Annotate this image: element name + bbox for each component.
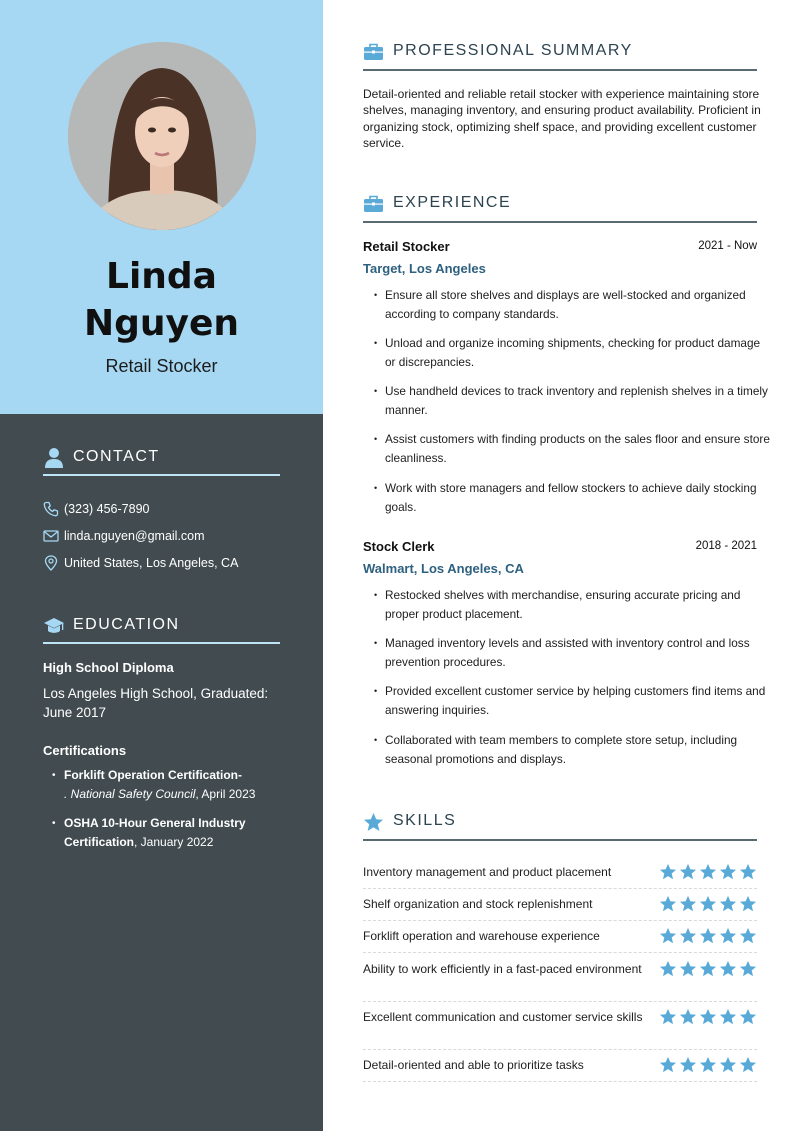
rating-star-icon bbox=[679, 1008, 697, 1026]
email-address: linda.nguyen@gmail.com bbox=[64, 529, 205, 543]
graduation-cap-icon bbox=[43, 615, 65, 637]
rating-star-icon bbox=[659, 1008, 677, 1026]
skill-row bbox=[363, 1009, 757, 1050]
candidate-name bbox=[0, 253, 323, 347]
job-company: Target, Los Angeles bbox=[363, 261, 486, 276]
rating-star-icon bbox=[719, 960, 737, 978]
job-title: Stock Clerk bbox=[363, 539, 435, 554]
skill-name: Shelf organization and stock replenishment bbox=[363, 897, 593, 911]
rating-star-icon bbox=[739, 927, 757, 945]
summary-heading bbox=[363, 42, 757, 71]
education-degree: High School Diploma bbox=[43, 660, 174, 675]
skill-name: Ability to work efficiently in a fast-paced environment bbox=[363, 962, 642, 976]
rating-star-icon bbox=[739, 895, 757, 913]
rating-star-icon bbox=[659, 1056, 677, 1074]
education-heading-label: EDUCATION bbox=[73, 616, 180, 633]
rating-star-icon bbox=[739, 863, 757, 881]
location-text: United States, Los Angeles, CA bbox=[64, 556, 239, 570]
portrait-illustration bbox=[68, 42, 256, 230]
job-bullet: • Assist customers with finding products on the sales floor and ensure store cleanliness. bbox=[385, 430, 773, 468]
job-title: Retail Stocker bbox=[363, 239, 450, 254]
job-bullet: • Collaborated with team members to complete store setup, including seasonal promotions and displays. bbox=[385, 731, 773, 769]
job-dates: 2018 - 2021 bbox=[695, 540, 757, 552]
briefcase-icon bbox=[363, 194, 384, 215]
phone-icon bbox=[43, 501, 59, 517]
certifications-heading: Certifications bbox=[43, 743, 127, 758]
certification-item bbox=[64, 766, 294, 804]
profile-header bbox=[0, 0, 323, 414]
profile-photo bbox=[68, 42, 256, 230]
skill-rating bbox=[659, 1008, 757, 1026]
skills-heading bbox=[363, 812, 757, 841]
skills-heading-label: SKILLS bbox=[393, 812, 457, 829]
candidate-last-name: Nguyen bbox=[83, 303, 240, 344]
certification-date: , April 2023 bbox=[195, 787, 256, 801]
skill-row bbox=[363, 1057, 757, 1082]
rating-star-icon bbox=[659, 863, 677, 881]
rating-star-icon bbox=[699, 1008, 717, 1026]
rating-star-icon bbox=[719, 1008, 737, 1026]
rating-star-icon bbox=[719, 927, 737, 945]
rating-star-icon bbox=[679, 927, 697, 945]
certification-name: OSHA 10-Hour General Industry Certification bbox=[64, 816, 246, 849]
rating-star-icon bbox=[739, 1008, 757, 1026]
rating-star-icon bbox=[739, 960, 757, 978]
education-heading bbox=[43, 614, 280, 644]
skill-row bbox=[363, 864, 757, 889]
rating-star-icon bbox=[719, 863, 737, 881]
rating-star-icon bbox=[679, 1056, 697, 1074]
job-bullet: • Restocked shelves with merchandise, ensuring accurate pricing and proper product placement. bbox=[385, 586, 773, 624]
rating-star-icon bbox=[659, 960, 677, 978]
contact-heading bbox=[43, 446, 280, 476]
certification-item bbox=[64, 814, 274, 852]
rating-star-icon bbox=[739, 1056, 757, 1074]
rating-star-icon bbox=[659, 927, 677, 945]
job-bullet: • Ensure all store shelves and displays are well-stocked and organized according to company standards. bbox=[385, 286, 773, 324]
sidebar bbox=[0, 0, 323, 1131]
experience-heading-label: EXPERIENCE bbox=[393, 194, 512, 211]
skill-row bbox=[363, 928, 757, 953]
summary-heading-label: PROFESSIONAL SUMMARY bbox=[393, 42, 633, 59]
job-bullet: • Provided excellent customer service by helping customers find items and answering inquiries. bbox=[385, 682, 773, 720]
phone-number: (323) 456-7890 bbox=[64, 502, 150, 516]
rating-star-icon bbox=[659, 895, 677, 913]
person-icon bbox=[43, 447, 65, 469]
skill-name: Inventory management and product placement bbox=[363, 865, 612, 879]
experience-heading bbox=[363, 194, 757, 223]
rating-star-icon bbox=[679, 895, 697, 913]
location-pin-icon bbox=[43, 555, 59, 571]
skill-rating bbox=[659, 895, 757, 913]
skill-name: Excellent communication and customer service skills bbox=[363, 1010, 643, 1024]
job-bullet: • Use handheld devices to track inventory and replenish shelves in a timely manner. bbox=[385, 382, 773, 420]
job-dates: 2021 - Now bbox=[698, 240, 757, 252]
certification-issuer: . National Safety Council bbox=[64, 787, 196, 801]
education-school: Los Angeles High School, Graduated: June 2017 bbox=[43, 686, 269, 720]
skill-rating bbox=[659, 863, 757, 881]
certification-name: Forklift Operation Certification- bbox=[64, 768, 243, 782]
star-icon bbox=[363, 812, 384, 833]
rating-star-icon bbox=[719, 895, 737, 913]
rating-star-icon bbox=[699, 960, 717, 978]
candidate-role: Retail Stocker bbox=[105, 356, 218, 376]
skill-name: Forklift operation and warehouse experience bbox=[363, 929, 600, 943]
rating-star-icon bbox=[719, 1056, 737, 1074]
rating-star-icon bbox=[679, 960, 697, 978]
skill-rating bbox=[659, 927, 757, 945]
job-bullet: • Work with store managers and fellow stockers to achieve daily stocking goals. bbox=[385, 479, 773, 517]
rating-star-icon bbox=[699, 1056, 717, 1074]
email-icon bbox=[43, 528, 59, 544]
contact-heading-label: CONTACT bbox=[73, 448, 160, 465]
candidate-first-name: Linda bbox=[106, 256, 217, 297]
skill-row bbox=[363, 896, 757, 921]
rating-star-icon bbox=[699, 895, 717, 913]
job-bullet: • Managed inventory levels and assisted with inventory control and loss prevention procedures. bbox=[385, 634, 773, 672]
skill-rating bbox=[659, 1056, 757, 1074]
job-bullet: • Unload and organize incoming shipments, checking for product damage or discrepancies. bbox=[385, 334, 773, 372]
skill-row bbox=[363, 961, 757, 1002]
briefcase-icon bbox=[363, 42, 384, 63]
certification-date: , January 2022 bbox=[134, 835, 214, 849]
rating-star-icon bbox=[699, 863, 717, 881]
skill-rating bbox=[659, 960, 757, 978]
rating-star-icon bbox=[699, 927, 717, 945]
skill-name: Detail-oriented and able to prioritize tasks bbox=[363, 1058, 584, 1072]
summary-text: Detail-oriented and reliable retail stocker with experience maintaining store shelves, managing inventory, and ensuring product availability. Proficient in organizing stock, optimizing shelf space, and providing excellent customer service. bbox=[363, 87, 761, 150]
rating-star-icon bbox=[679, 863, 697, 881]
job-company: Walmart, Los Angeles, CA bbox=[363, 561, 524, 576]
